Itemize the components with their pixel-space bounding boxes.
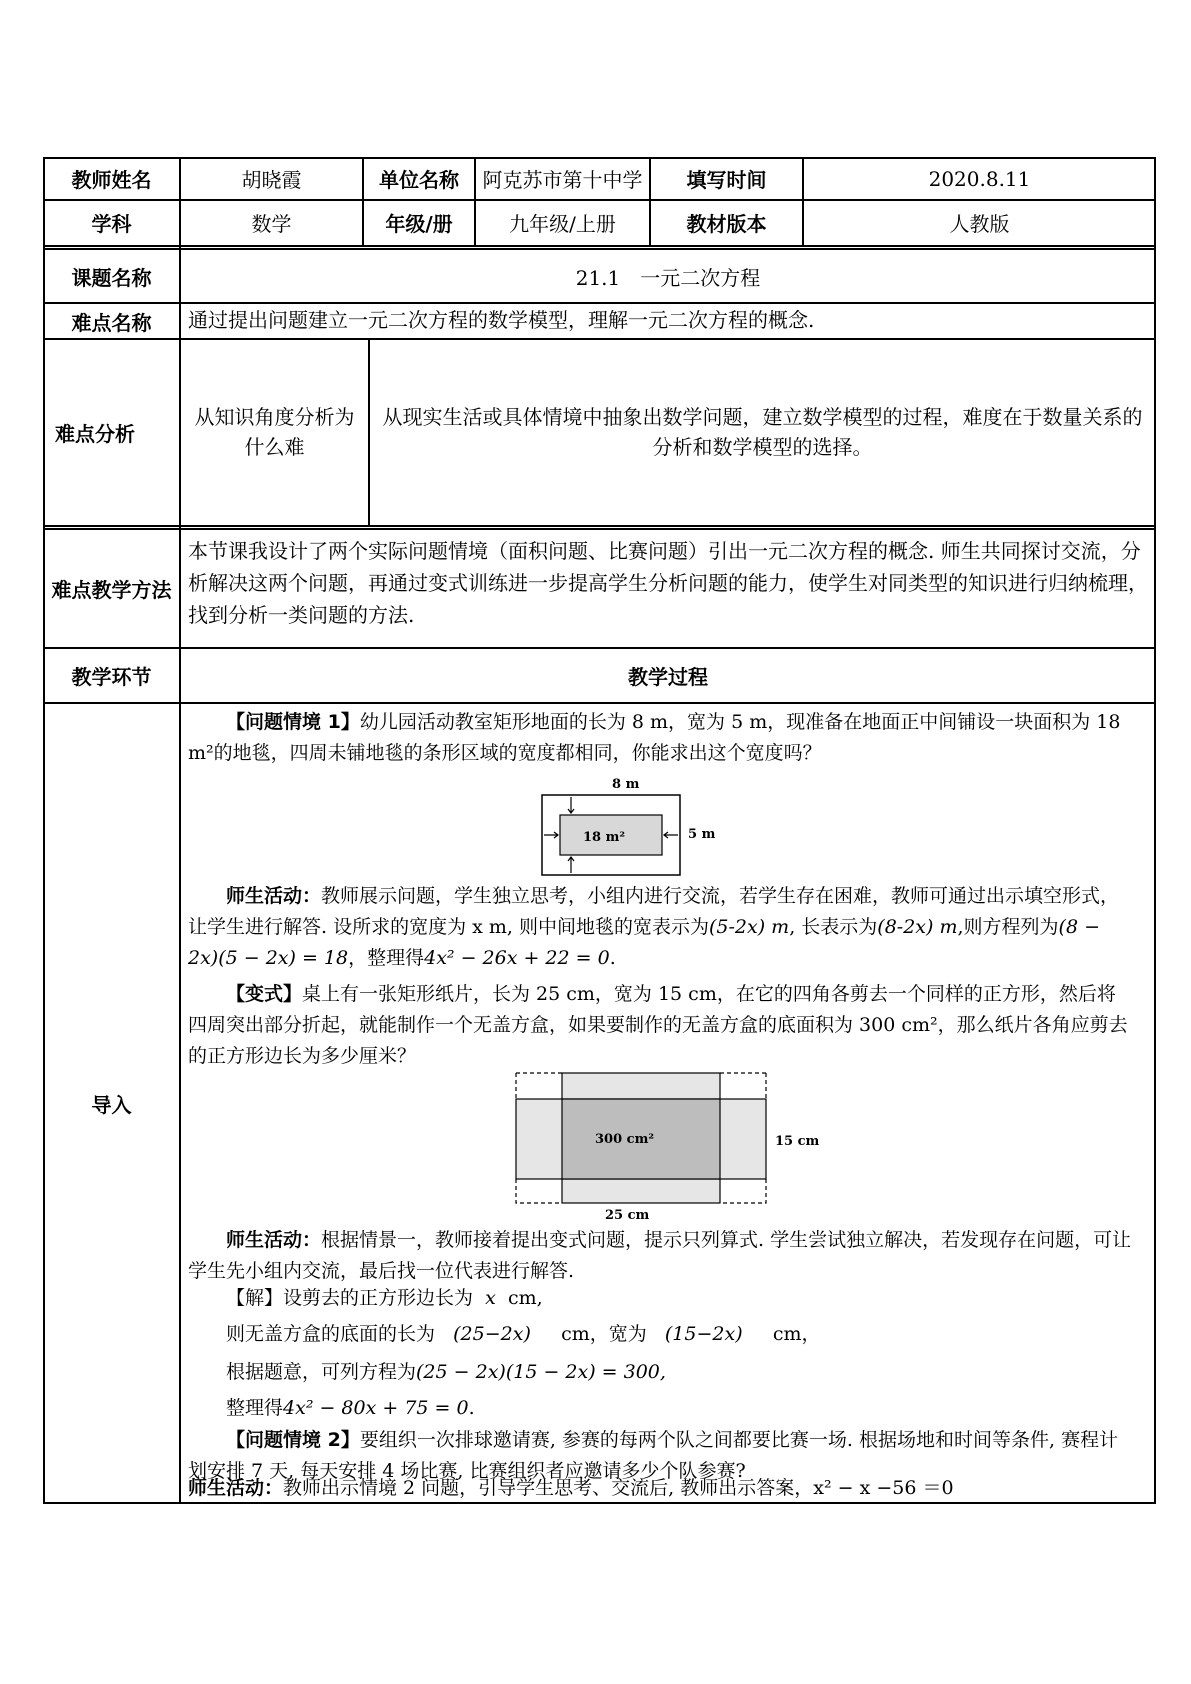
rule-row2a	[43, 245, 1156, 247]
teacher-name-value: 胡晓霞	[241, 168, 302, 192]
solution-length-expr: (25−2x)	[453, 1323, 531, 1345]
solution-title: 【解】	[226, 1287, 284, 1309]
solution-line-2-end: cm，	[772, 1323, 821, 1345]
fill-date-label: 填写时间	[686, 168, 767, 192]
solution-line-3	[226, 1357, 1136, 1388]
rule-col-3	[474, 157, 476, 247]
rule-row7	[43, 702, 1156, 704]
fig1-right-label: 5 m	[688, 827, 716, 842]
activity-1-expr-1: (5-2x) m	[708, 916, 790, 938]
difficulty-value: 通过提出问题建立一元二次方程的数学模型，理解一元二次方程的概念.	[188, 308, 815, 332]
activity-3-text: 教师出示情境 2 问题，引导学生思考、交流后, 教师出示答案，x² − x −56 ＝0	[283, 1477, 954, 1499]
rule-analysis-split	[368, 339, 370, 527]
rule-row2b	[43, 248, 1156, 250]
edition-value: 人教版	[949, 212, 1010, 236]
problem-2-text: 要组织一次排球邀请赛, 参赛的每两个队之间都要比赛一场. 根据场地和时间等条件, 赛程计划安排 7 天, 每天安排 4 场比赛, 比赛组织者应邀请多少个队参赛?	[188, 1429, 1119, 1482]
fig1-top-label: 8 m	[612, 777, 640, 792]
activity-2-text: 根据情景一，教师接着提出变式问题，提示只列算式. 学生尝试独立解决，若发现存在问题，可让学生先小组内交流，最后找一位代表进行解答.	[188, 1229, 1132, 1282]
unit-name-value: 阿克苏市第十中学	[482, 168, 643, 192]
fig1-inner-label: 18 m²	[583, 830, 626, 845]
subject-label: 学科	[91, 212, 132, 236]
solution-variable: x	[485, 1287, 496, 1309]
activity-3-title: 师生活动：	[188, 1477, 284, 1499]
rule-row1	[43, 199, 1156, 201]
rule-label-col	[179, 157, 181, 1504]
activity-1-text: 教师展示问题，学生独立思考，小组内进行交流，若学生存在困难，教师可通过出示填空形式，让学生进行解答. 设所求的宽度为 x m, 则中间地毯的宽表示为	[188, 885, 1120, 938]
method-label: 难点教学方法	[51, 577, 172, 602]
analysis-label: 难点分析	[55, 421, 135, 446]
topic-label: 课题名称	[71, 265, 152, 290]
rule-col-5	[802, 157, 804, 247]
activity-1-simplified: 4x² − 26x + 22 = 0	[424, 947, 610, 969]
analysis-sublabel: 从知识角度分析为什么难	[194, 405, 355, 459]
solution-line-2-mid: cm，宽为	[561, 1323, 647, 1345]
problem-1	[188, 707, 1133, 769]
solution-line-1	[226, 1283, 1136, 1314]
box-figure	[510, 1071, 820, 1223]
variant-title: 【变式】	[226, 983, 303, 1005]
rule-row5b	[43, 528, 1156, 530]
problem-2-title: 【问题情境 2】	[226, 1429, 360, 1451]
solution-equation: (25 − 2x)(15 − 2x) = 300,	[416, 1361, 666, 1383]
activity-1-equation: (8 − 2x)(5 − 2x) = 18	[188, 916, 1100, 969]
unit-name-label: 单位名称	[379, 168, 459, 192]
problem-1-text: 幼儿园活动教室矩形地面的长为 8 m，宽为 5 m，现准备在地面正中间铺设一块面积为 18 m²的地毯，四周未铺地毯的条形区域的宽度都相同，你能求出这个宽度吗？	[188, 711, 1121, 764]
solution-line-2-text: 则无盖方盒的底面的长为	[226, 1323, 436, 1345]
solution-simplified: 4x² − 80x + 75 = 0	[283, 1397, 469, 1419]
rule-col-4	[649, 157, 651, 247]
solution-line-2	[226, 1319, 1136, 1350]
rule-row3	[43, 302, 1156, 304]
fig2-bottom-label: 25 cm	[605, 1208, 650, 1223]
rule-right	[1154, 157, 1156, 1504]
activity-2	[188, 1225, 1136, 1287]
intro-content	[180, 703, 1156, 1504]
activity-1	[188, 881, 1136, 974]
edition-label: 教材版本	[686, 212, 767, 236]
activity-3	[188, 1473, 1136, 1504]
activity-1-text-3: ,则方程列为	[957, 916, 1059, 938]
fill-date-value: 2020.8.11	[928, 166, 1031, 191]
fig2-right-label: 15 cm	[775, 1134, 820, 1149]
lesson-plan-table	[43, 157, 1156, 1504]
variant-problem	[188, 979, 1133, 1072]
problem-1-title: 【问题情境 1】	[226, 711, 360, 733]
difficulty-label: 难点名称	[71, 310, 152, 335]
fig2-inner-label: 300 cm²	[595, 1132, 655, 1147]
intro-label: 导入	[91, 1093, 132, 1117]
activity-1-title: 师生活动：	[226, 885, 322, 907]
rule-row4	[43, 338, 1156, 340]
grade-label: 年级/册	[385, 212, 453, 236]
rule-col-2	[362, 157, 364, 247]
solution-line-1-text: 设剪去的正方形边长为	[283, 1287, 474, 1309]
rule-left	[43, 157, 45, 1504]
variant-text: 桌上有一张矩形纸片，长为 25 cm，宽为 15 cm，在它的四角各剪去一个同样的正方形，然后将四周突出部分折起，就能制作一个无盖方盒，如果要制作的无盖方盒的底面积为 300 cm²，那么纸片各角应剪去的正方形边长为多少厘米？	[188, 983, 1128, 1067]
subject-value: 数学	[251, 212, 292, 236]
rule-top	[43, 157, 1156, 159]
teaching-process-label: 教学过程	[628, 664, 708, 689]
activity-1-text-4: ，整理得	[348, 947, 425, 969]
rule-row5a	[43, 525, 1156, 527]
solution-unit: cm,	[507, 1287, 543, 1309]
solution-line-3-text: 根据题意，可列方程为	[226, 1361, 417, 1383]
activity-2-title: 师生活动：	[226, 1229, 322, 1251]
topic-value: 21.1 一元二次方程	[575, 265, 761, 290]
solution-line-4-text: 整理得	[226, 1397, 284, 1419]
solution-line-4	[226, 1393, 1136, 1424]
teaching-stage-label: 教学环节	[71, 664, 152, 689]
activity-1-text-5: .	[609, 947, 616, 969]
teacher-name-label: 教师姓名	[71, 168, 152, 192]
grade-value: 九年级/上册	[509, 212, 616, 236]
activity-1-text-2: , 长表示为	[789, 916, 878, 938]
method-value: 本节课我设计了两个实际问题情境（面积问题、比赛问题）引出一元二次方程的概念. 师生共同探讨交流，分析解决这两个问题，再通过变式训练进一步提高学生分析问题的能力，使学生对同类型的知识进行归纳梳理，找到分析一类问题的方法.	[188, 539, 1148, 627]
rule-bottom	[43, 1502, 1156, 1504]
activity-1-expr-2: (8-2x) m	[877, 916, 958, 938]
solution-line-4-end: .	[468, 1397, 475, 1419]
analysis-value: 从现实生活或具体情境中抽象出数学问题，建立数学模型的过程，难度在于数量关系的分析和数学模型的选择。	[382, 405, 1143, 459]
carpet-figure	[540, 775, 740, 877]
rule-row6	[43, 647, 1156, 649]
solution-width-expr: (15−2x)	[664, 1323, 743, 1345]
